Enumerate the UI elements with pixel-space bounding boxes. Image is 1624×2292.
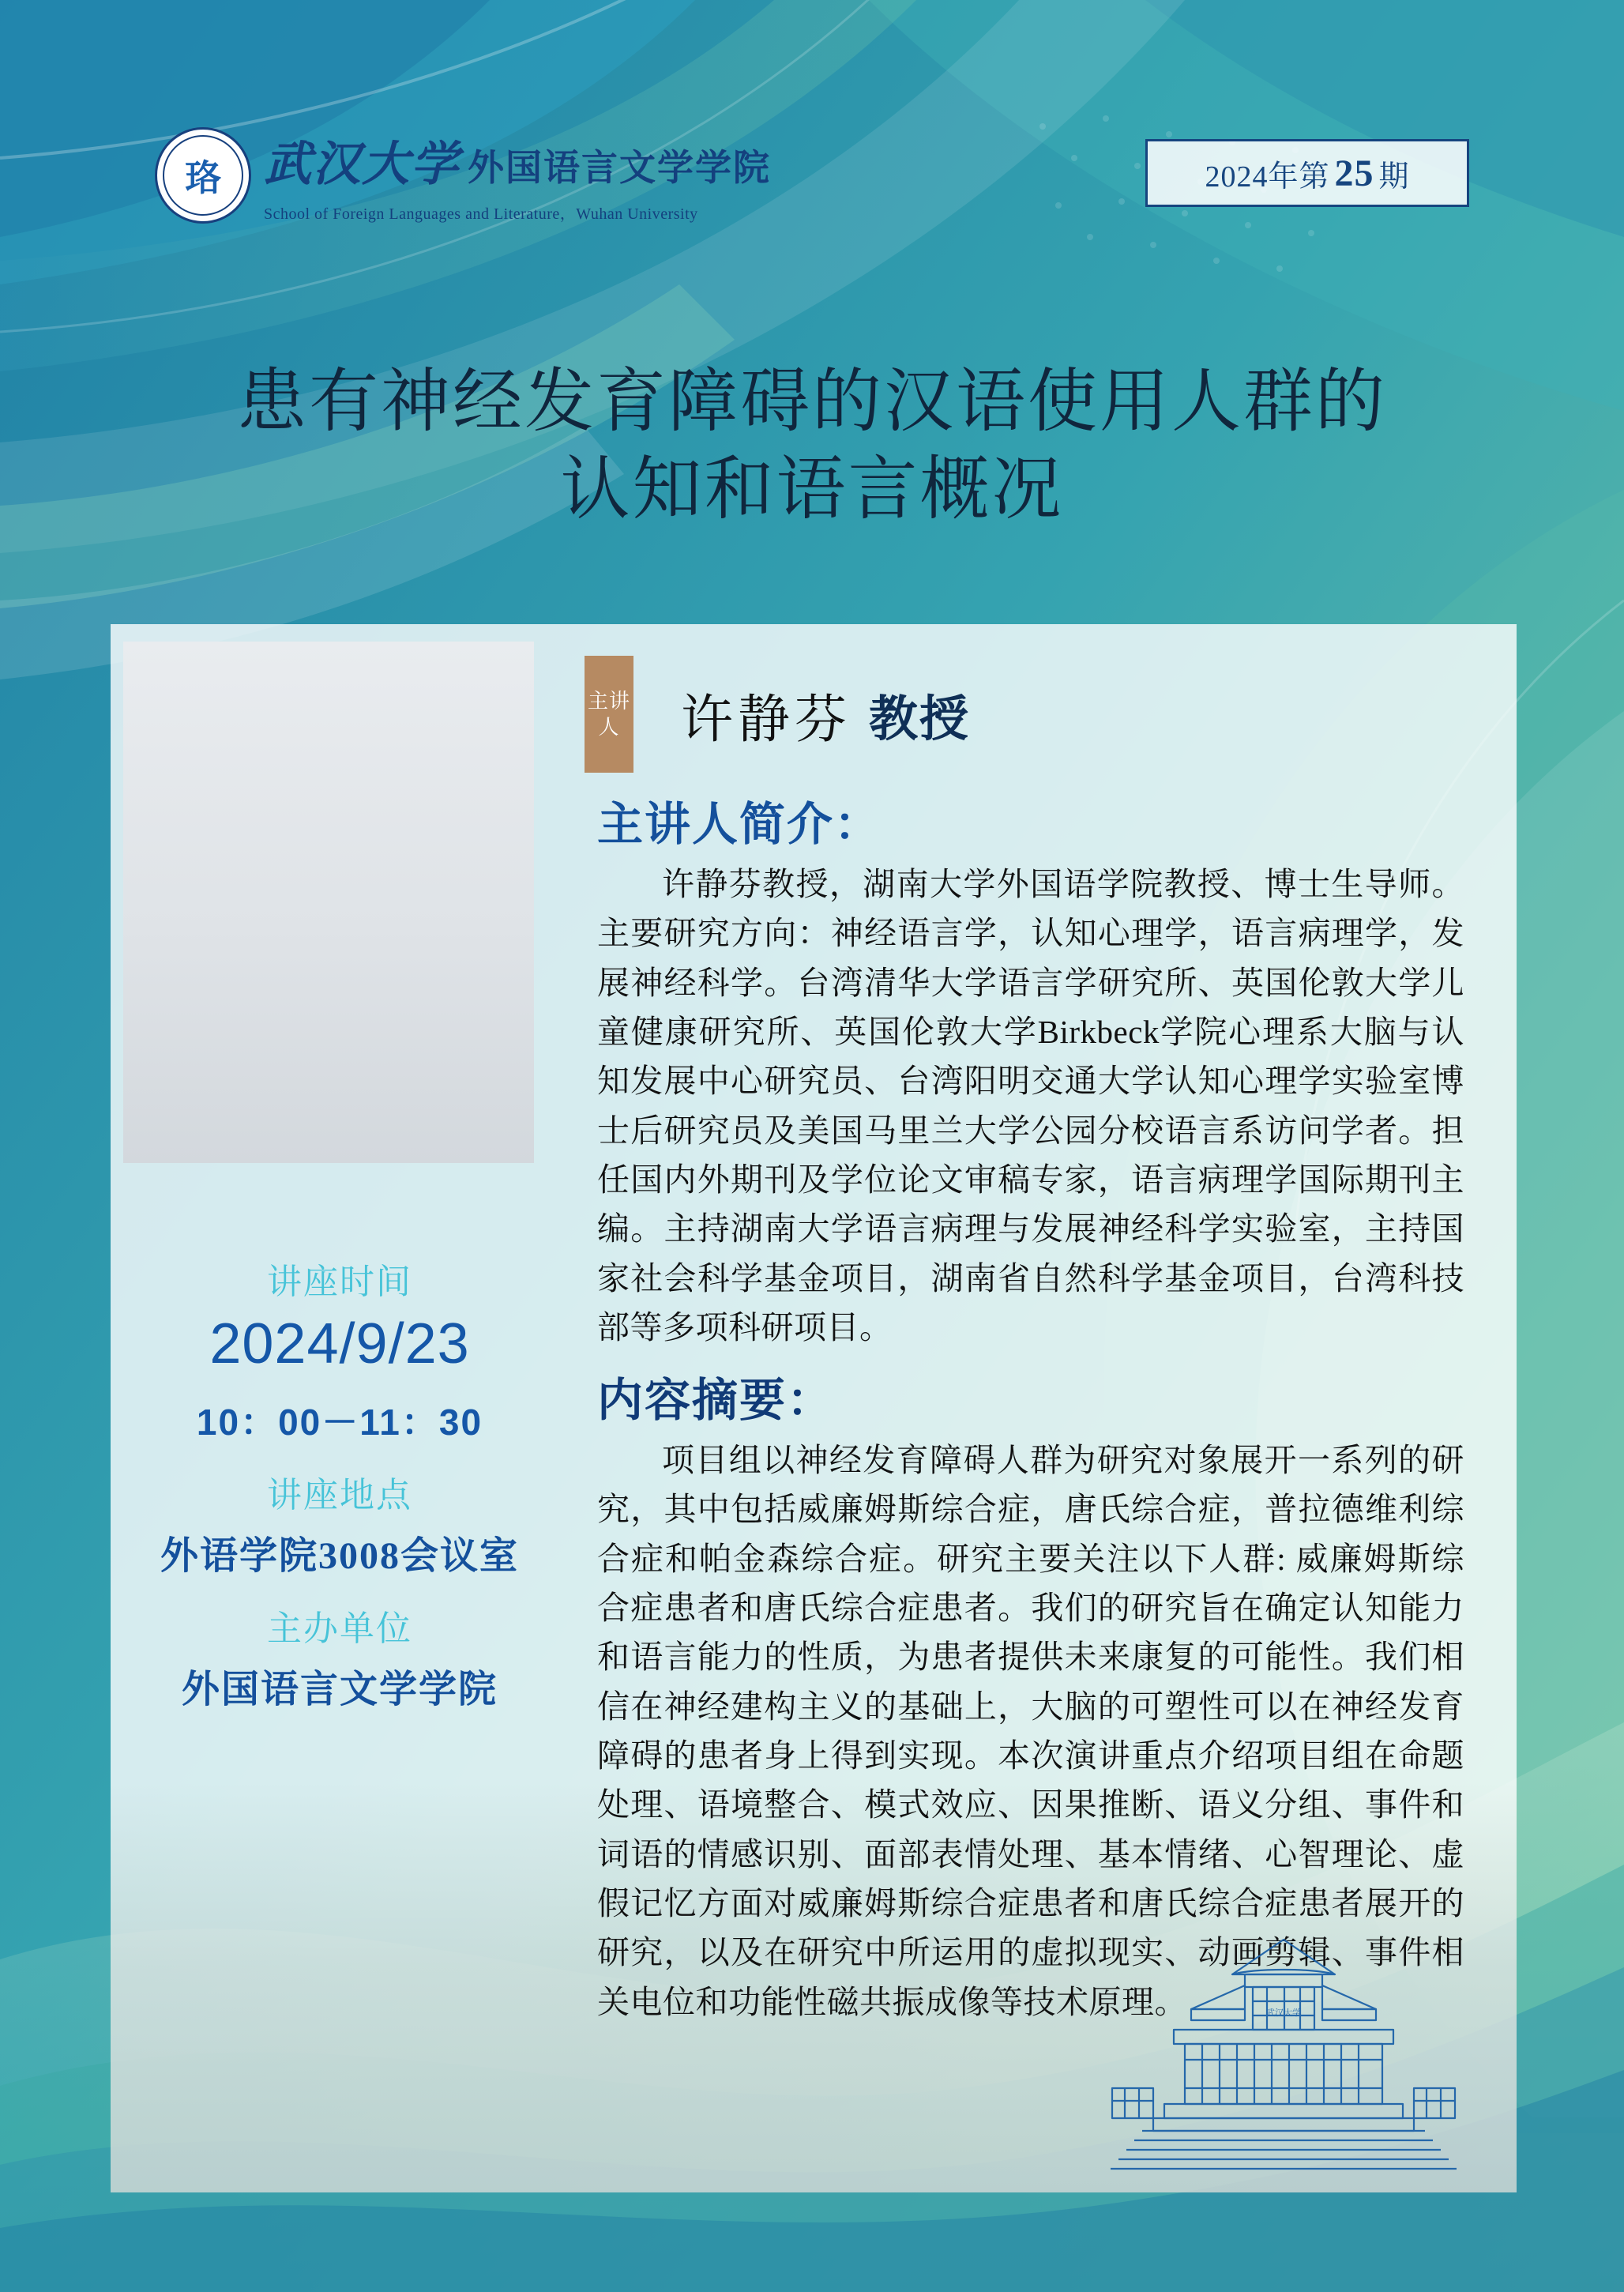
bio-text: 许静芬教授，湖南大学外国语学院教授、博士生导师。主要研究方向：神经语言学，认知心理学，语言病理学，发展神经科学。台湾清华大学语言学研究所、英国伦敦大学儿童健康研究所、英国伦敦大学Birkbeck学院心理系大脑与认知发展中心研究员、台湾阳明交通大学认知心理学实验室博士后研究员及美国马里兰大学公园分校语言系访问学者。担任国内外期刊及学位论文审稿专家，语言病理学国际期刊主编。主持湖南大学语言病理与发展神经科学实验室，主持国家社会科学基金项目，湖南省自然科学基金项目，台湾科技部等多项科研项目。: [597, 866, 1464, 1345]
left-column: [111, 624, 569, 2192]
seal-glyph: 珞: [185, 157, 221, 198]
speaker-portrait: [123, 642, 534, 1163]
title-line-2: 认知和语言概况: [560, 451, 1064, 529]
bio-heading: 主讲人简介：: [597, 799, 882, 850]
page-title: [0, 359, 1624, 535]
lecture-organizer: 外国语言文学学院: [181, 1669, 498, 1711]
abstract-heading: 内容摘要：: [597, 1375, 835, 1427]
logo-university-name: 武汉大学: [264, 138, 460, 190]
speaker-row: [585, 656, 1469, 773]
issue-badge: [1145, 139, 1469, 207]
logo-school-name: 外国语言文学学院: [468, 148, 771, 188]
lecture-date: 2024/9/23: [209, 1312, 470, 1376]
svg-text:武汉大学: 武汉大学: [1266, 2008, 1301, 2018]
right-column: [569, 624, 1517, 2192]
place-label: 讲座地点: [267, 1476, 412, 1515]
title-line-1: 患有神经发育障碍的汉语使用人群的: [236, 364, 1387, 441]
speaker-tag: 主讲人: [585, 656, 633, 773]
lecture-time: 10：00－11：30: [196, 1402, 483, 1443]
library-building-icon: [1098, 1933, 1469, 2186]
logo-english-name: School of Foreign Languages and Literature，Wuhan University: [264, 205, 698, 223]
issue-number: 25: [1334, 152, 1374, 194]
content-card: [111, 624, 1517, 2192]
poster-header: [0, 119, 1624, 261]
lecture-info: [111, 1233, 569, 1713]
logo-block: [155, 126, 771, 224]
issue-prefix: 2024年第: [1205, 160, 1330, 194]
speaker-name: 许静芬: [681, 691, 851, 749]
issue-suffix: 期: [1378, 160, 1410, 194]
organizer-label: 主办单位: [267, 1609, 412, 1648]
university-seal-icon: [155, 127, 251, 224]
lecture-place: 外语学院3008会议室: [160, 1535, 519, 1577]
time-label: 讲座时间: [267, 1263, 412, 1301]
abstract-text: 项目组以神经发育障碍人群为研究对象展开一系列的研究，其中包括威廉姆斯综合症，唐氏综合症，普拉德维利综合症和帕金森综合症。研究主要关注以下人群: 威廉姆斯综合症患者和唐氏综合症患者。我们的研究旨在确定认知能力和语言能力的性质，为患者提供未来康复的可能性。我们相信在神经建构主义的基础上，大脑的可塑性可以在神经发育障碍的患者身上得到实现。本次演讲重点介绍项目组在命题处理、语境整合、模式效应、因果推断、语义分组、事件和词语的情感识别、面部表情处理、基本情绪、心智理论、虚假记忆方面对威廉姆斯综合症患者和唐氏综合症患者展开的研究，以及在研究中所运用的虚拟现实、动画剪辑、事件相关电位和功能性磁共振成像等技术原理。: [597, 1442, 1464, 2020]
speaker-title: 教授: [869, 692, 971, 747]
